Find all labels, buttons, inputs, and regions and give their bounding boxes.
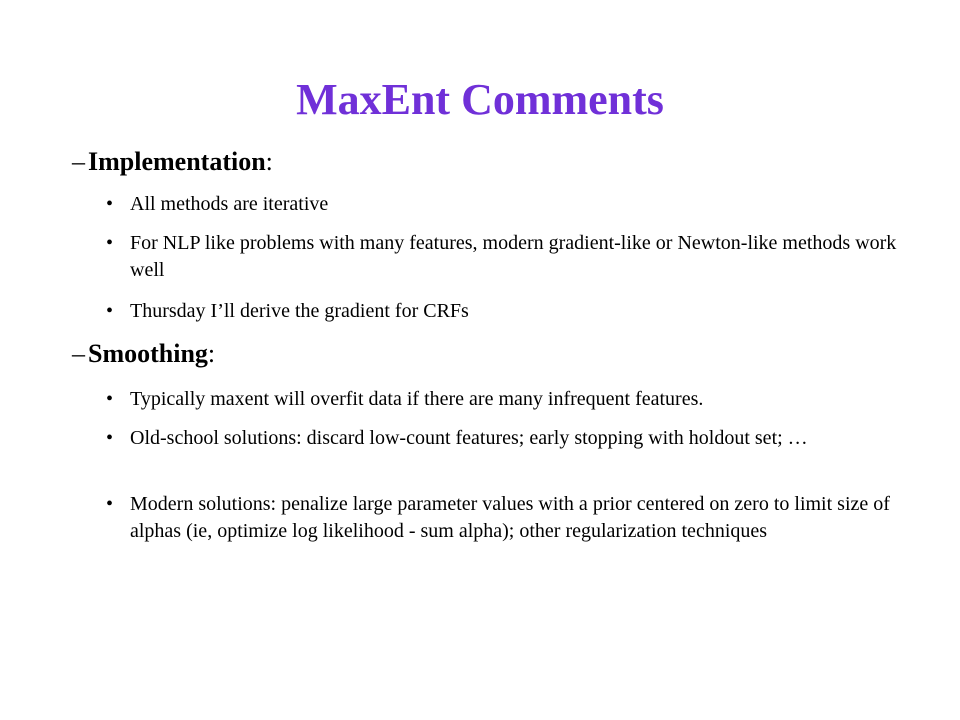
bullet-text: Old-school solutions: discard low-count features; early stopping with holdout set; … — [130, 427, 808, 449]
section-heading-smoothing — [72, 338, 215, 370]
bullet-dot-icon: • — [106, 388, 114, 410]
section-heading-implementation — [72, 146, 273, 178]
section-heading-label: Smoothing — [88, 339, 208, 368]
section-dash: – — [72, 147, 85, 176]
bullet-item — [106, 298, 906, 325]
section-heading-colon: : — [207, 339, 216, 368]
bullet-dot-icon: • — [106, 232, 114, 254]
bullet-text: Thursday I’ll derive the gradient for CRFs — [130, 300, 469, 322]
section-dash: – — [72, 339, 85, 368]
section-heading-label: Implementation — [88, 147, 266, 176]
bullet-item — [106, 230, 906, 284]
bullet-text: Modern solutions: penalize large parameter values with a prior centered on zero to limit size of alphas (ie, optimize log likelihood - sum alpha); other regularization techniques — [130, 493, 890, 542]
bullet-dot-icon: • — [106, 300, 114, 322]
section-heading-colon: : — [265, 147, 273, 176]
bullet-dot-icon: • — [106, 193, 114, 215]
bullet-item — [106, 386, 906, 413]
bullet-item — [106, 191, 906, 218]
bullet-dot-icon: • — [106, 493, 114, 515]
slide-title: MaxEnt Comments — [296, 75, 664, 124]
bullet-text: For NLP like problems with many features, modern gradient-like or Newton-like methods work well — [130, 232, 897, 281]
bullet-item — [106, 425, 906, 452]
bullet-text: All methods are iterative — [130, 193, 329, 215]
bullet-text: Typically maxent will overfit data if there are many infrequent features. — [130, 388, 704, 410]
bullet-dot-icon: • — [106, 427, 114, 449]
bullet-item — [106, 491, 906, 545]
